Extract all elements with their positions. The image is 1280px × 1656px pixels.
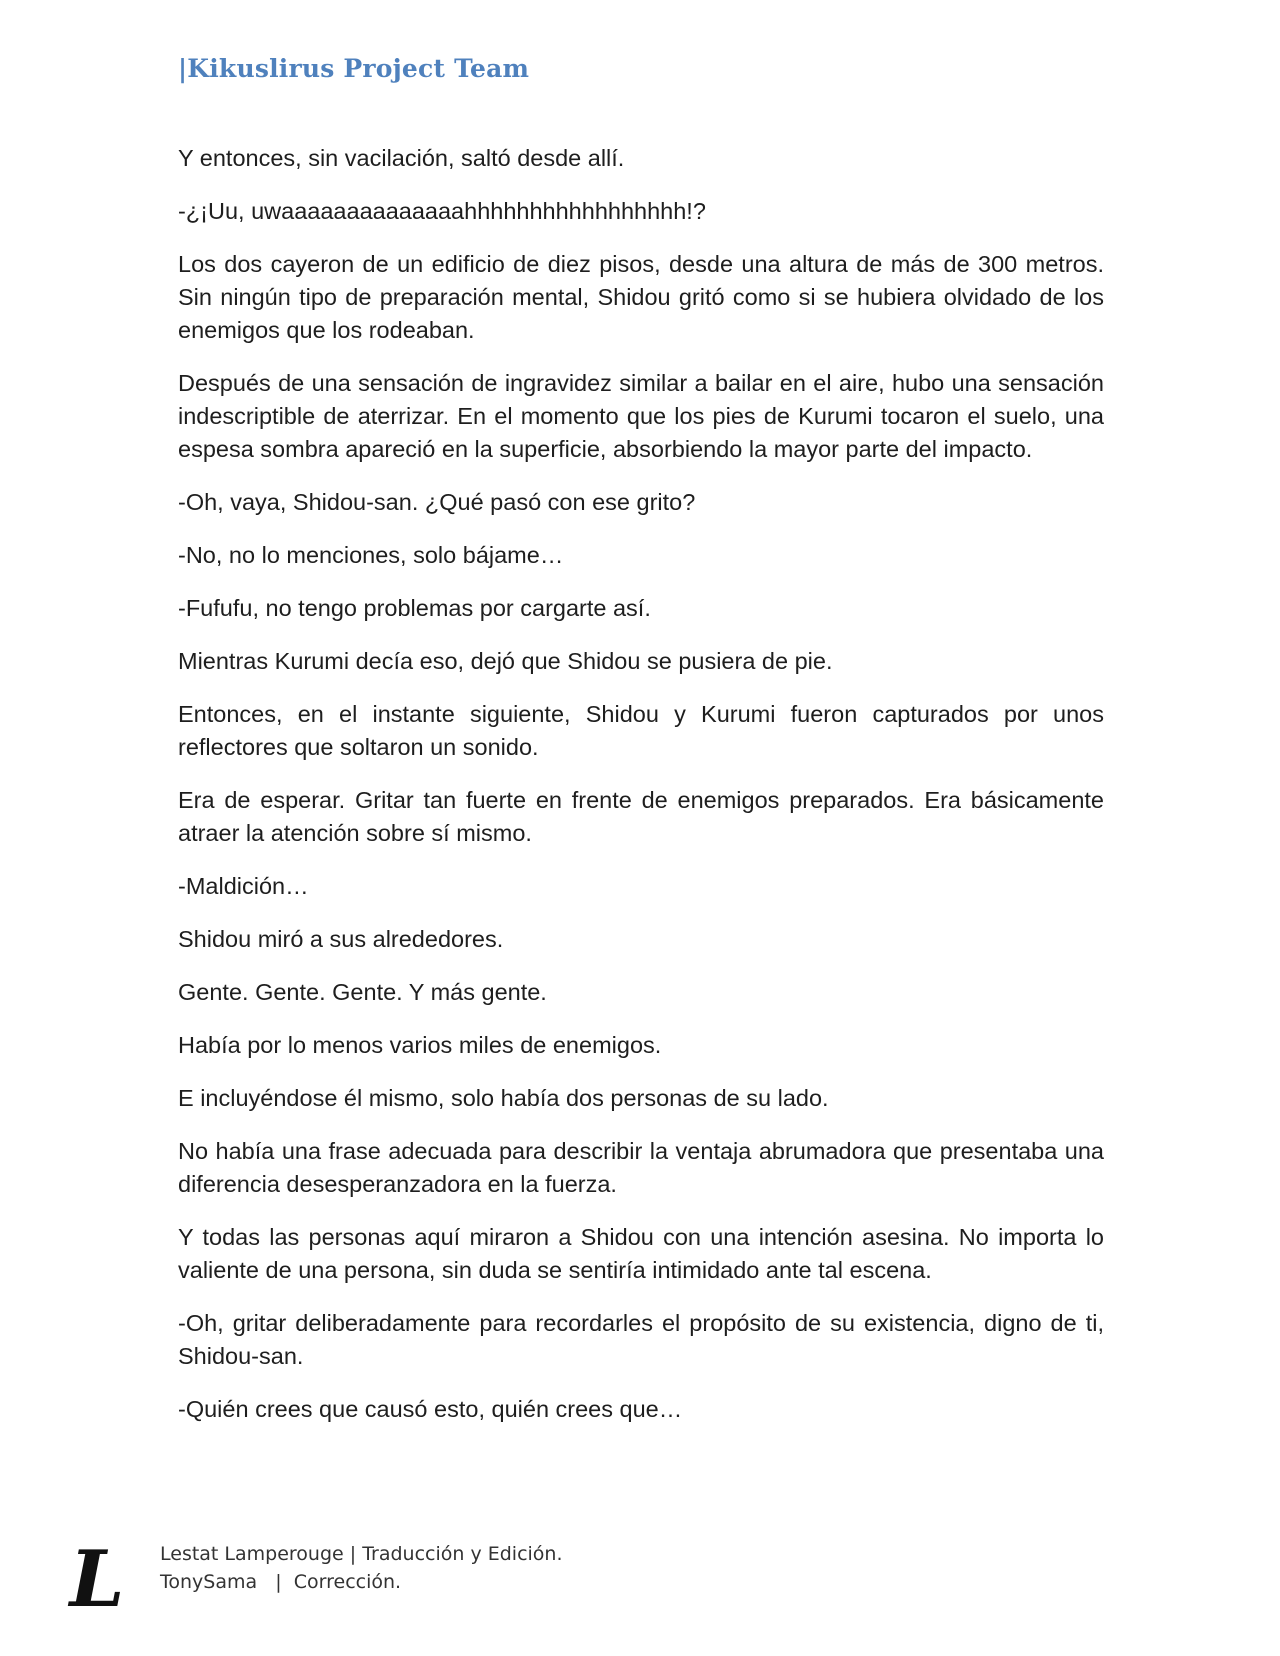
paragraph: -Oh, gritar deliberadamente para recordarles el propósito de su existencia, digno de ti, Shidou-san. <box>178 1310 1104 1369</box>
paragraph: Gente. Gente. Gente. Y más gente. <box>178 979 547 1005</box>
paragraph: Y todas las personas aquí miraron a Shidou con una intención asesina. No importa lo valiente de una persona, sin duda se sentiría intimidado ante tal escena. <box>178 1224 1104 1283</box>
paragraph: -¿¡Uu, uwaaaaaaaaaaaaaahhhhhhhhhhhhhhhhh!? <box>178 198 706 224</box>
credits-block <box>160 1540 563 1596</box>
paragraph: -Oh, vaya, Shidou-san. ¿Qué pasó con ese grito? <box>178 489 696 515</box>
paragraph: Shidou miró a sus alrededores. <box>178 926 504 952</box>
paragraph: -Fufufu, no tengo problemas por cargarte así. <box>178 595 651 621</box>
paragraph: Y entonces, sin vacilación, saltó desde allí. <box>178 145 625 171</box>
credit-translation: Lestat Lamperouge | Traducción y Edición. <box>160 1543 563 1565</box>
page-header-title: |Kikuslirus Project Team <box>178 54 530 83</box>
paragraph: Entonces, en el instante siguiente, Shidou y Kurumi fueron capturados por unos reflectores que soltaron un sonido. <box>178 701 1104 760</box>
paragraph: Mientras Kurumi decía eso, dejó que Shidou se pusiera de pie. <box>178 648 833 674</box>
paragraph: -Maldición… <box>178 873 309 899</box>
document-body <box>178 142 1104 1446</box>
paragraph: -No, no lo menciones, solo bájame… <box>178 542 564 568</box>
paragraph: Los dos cayeron de un edificio de diez pisos, desde una altura de más de 300 metros. Sin ningún tipo de preparación mental, Shidou gritó como si se hubiera olvidado de los enemigos que los rodeaban. <box>178 251 1104 343</box>
paragraph: No había una frase adecuada para describir la ventaja abrumadora que presentaba una diferencia desesperanzadora en la fuerza. <box>178 1138 1104 1197</box>
credit-correction: TonySama | Corrección. <box>160 1571 402 1593</box>
gothic-l-logo-icon: L <box>69 1534 125 1625</box>
paragraph: -Quién crees que causó esto, quién crees que… <box>178 1396 683 1422</box>
page-footer <box>0 1534 1280 1640</box>
paragraph: Había por lo menos varios miles de enemigos. <box>178 1032 662 1058</box>
paragraph: Era de esperar. Gritar tan fuerte en frente de enemigos preparados. Era básicamente atraer la atención sobre sí mismo. <box>178 787 1104 846</box>
paragraph: Después de una sensación de ingravidez similar a bailar en el aire, hubo una sensación indescriptible de aterrizar. En el momento que los pies de Kurumi tocaron el suelo, una espesa sombra apareció en la superficie, absorbiendo la mayor parte del impacto. <box>178 370 1104 462</box>
paragraph: E incluyéndose él mismo, solo había dos personas de su lado. <box>178 1085 829 1111</box>
